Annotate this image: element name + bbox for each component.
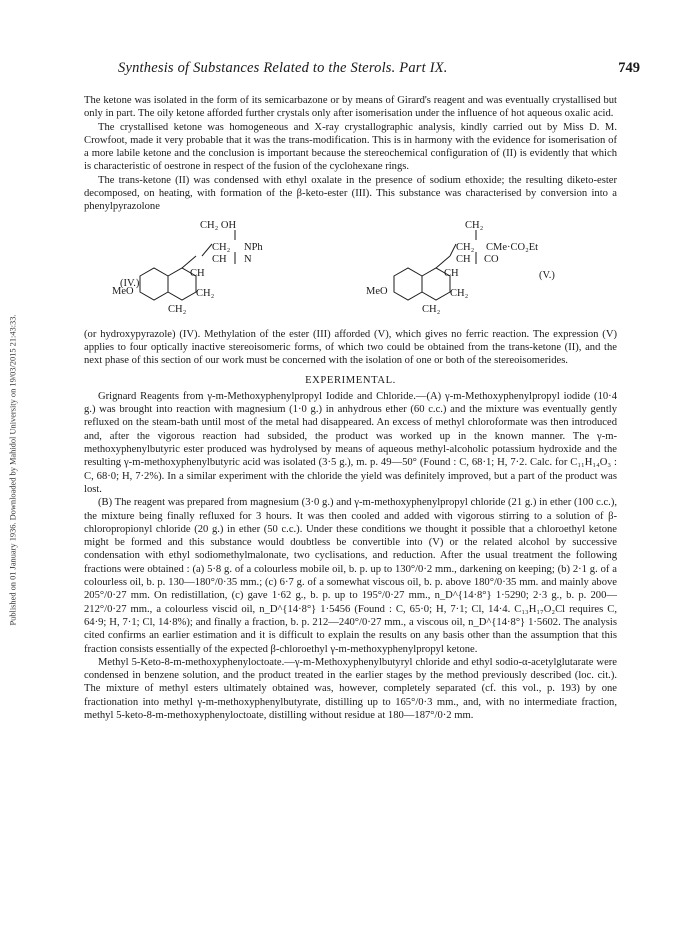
atom-label: CH <box>444 267 459 279</box>
atom-label: NPh <box>244 241 263 253</box>
atom-label: CH₂ <box>196 287 215 299</box>
compound-label-iv: (IV.) <box>120 277 140 289</box>
atom-label: CH₂ <box>168 303 187 315</box>
download-watermark-text: Published on 01 January 1936. Downloaded by Mahidol University on 19/03/2015 21:43:33. <box>8 314 18 626</box>
paragraph: (or hydroxypyrazole) (IV). Methylation of the ester (III) afforded (V), which gives no ferric reaction. The expression (V) applies to four optically inactive stereoisomeric forms, of which two could be obtained from the trans-ketone (II), and the next phase of this section of our work must be concerned with the isolation of one or both of the stereoisomerides. <box>84 328 617 367</box>
paragraph: The ketone was isolated in the form of its semicarbazone or by means of Girard's reagent and was eventually crystallised but only in part. The oily ketone afforded further crystals only after isomerisation under the influence of hot aqueous oxalic acid. <box>84 95 617 120</box>
aromatic-ring-right <box>394 268 422 300</box>
atom-label: CH₂ OH <box>200 219 237 231</box>
atom-label: CH₂ <box>456 241 475 253</box>
atom-label: CH <box>456 253 471 265</box>
section-heading: EXPERIMENTAL. <box>305 374 396 386</box>
chemical-structures <box>84 216 617 324</box>
article-body <box>84 94 617 722</box>
atom-label: CH₂ <box>450 287 469 299</box>
running-title: Synthesis of Substances Related to the Sterols. Part IX. <box>118 60 448 76</box>
compound-label-v: (V.) <box>539 269 555 281</box>
paragraph: The trans-ketone (II) was condensed with ethyl oxalate in the presence of sodium ethoxide; the resulting diketo-ester decomposed, on heating, with formation of the β-keto-ester (III). This substance was characterised by conversion into a phenylpyrazolone <box>84 174 617 213</box>
atom-label: CO <box>484 253 499 265</box>
atom-label: MeO <box>112 285 134 297</box>
atom-label: CMe·CO₂Et <box>486 241 539 253</box>
page-header <box>108 60 640 82</box>
aromatic-ring-left <box>140 268 168 300</box>
structure-iv <box>112 220 263 315</box>
paragraph: Methyl 5-Keto-8-m-methoxyphenyloctoate.—γ-m-Methoxyphenylbutyryl chloride and ethyl sodio-α-acetylglutarate were condensed in benzene solution, and the product treated in the earlier stages by the method previously described (loc. cit.). The mixture of methyl esters ultimately obtained was, however, completely separated (cf. this vol., p. 193) by one fractionation into methyl γ-m-methoxyphenylbutyrate, distilling up to 165°/0·3 mm., and, with no intermediate fraction, methyl 5-keto-8-m-methoxyphenyloctoate, distilling without residue at 180—187°/0·2 mm. <box>84 656 617 721</box>
atom-label: MeO <box>366 285 388 297</box>
atom-label: N <box>244 253 252 265</box>
page-number: 749 <box>618 60 640 76</box>
paragraph: Grignard Reagents from γ-m-Methoxyphenylpropyl Iodide and Chloride.—(A) γ-m-Methoxyphenylpropyl iodide (10·4 g.) was brought into reaction with magnesium (1·0 g.) in anhydrous ether (60 c.c.) and the mixture was eventually gently refluxed on the steam-bath until most of the metal had disappeared. An excess of methyl chloroformate was then introduced and, after the vigorous reaction had subsided, the product was worked up in the known manner. The γ-m-methoxyphenylbutyric ester produced was hydrolysed by means of aqueous methyl-alcoholic potassium hydroxide and the resulting γ-m-methoxyphenylbutyric acid was isolated (3·5 g.), m. p. 49—50° (Found : C, 68·1; H, 7·2. Calc. for C₁₁H₁₄O₃ : C, 68·0; H, 7·2%). In a similar experiment with the chloride the yield was definitely improved, but a part of the product was lost. <box>84 390 617 495</box>
download-watermark <box>6 180 20 760</box>
structure-diagram <box>84 216 617 324</box>
atom-label: CH <box>190 267 205 279</box>
paragraph: (B) The reagent was prepared from magnesium (3·0 g.) and γ-m-methoxyphenylpropyl chloride (21 g.) in ether (100 c.c.), the mixture being finally refluxed for 3 hours. It was then cooled and added with vigorous stirring to a solution of β-chloropropionyl chloride (20 g.) in ether (50 c.c.). Under these conditions we thought it possible that a chloroethyl ketone might be formed and this substance would doubtless be convertible into (V) or the related alcohol by successive condensation with ethyl sodiomethylmalonate, two cyclisations, and reduction. After the usual treatment the following fractions were obtained : (a) 5·8 g. of a colourless mobile oil, b. p. up to 130°/0·2 mm., darkening on keeping; (b) 2·1 g. of a colourless oil, b. p. 130—180°/0·35 mm.; (c) 6·7 g. of a somewhat viscous oil, b. p. above 180°/0·35 mm. and mainly above 205°/0·27 mm. On redistillation, (c) gave 1·62 g., b. p. up to 195°/0·27 mm., n_D^{14·8°} 1·5290; 2·3 g., b. p. 200—212°/0·27 mm., a colourless viscid oil, n_D^{14·8°} 1·5456 (Found : C, 65·0; H, 7·1; Cl, 14·4. C₁₃H₁₇O₂Cl requires C, 64·9; H, 7·1; Cl, 14·8%); and finally a fraction, b. p. 212—240°/0·27 mm., a viscous oil, n_D^{14·8°} 1·5602. The analysis cited confirms an earlier estimation and it is difficult to explain the results on any basis other than the assumption that this fraction consists essentially of the expected β-chloroethyl γ-m-methoxyphenylpropyl ketone. <box>84 497 617 655</box>
structure-v <box>366 220 555 315</box>
atom-label: CH₂ <box>212 241 231 253</box>
atom-label: CH₂ <box>422 303 441 315</box>
paragraph: The crystallised ketone was homogeneous and X-ray crystallographic analysis, kindly carried out by Miss D. M. Crowfoot, made it very probable that it was the trans-modification. This is in harmony with the evidence for isomerisation of a more labile ketone and the conclusion is important because the stereochemical configuration of (II) is evidently that which is characteristic of oestrone in respect of the fusion of the cyclohexane rings. <box>84 121 617 173</box>
atom-label: CH <box>212 253 227 265</box>
atom-label: CH₂ <box>465 219 484 231</box>
